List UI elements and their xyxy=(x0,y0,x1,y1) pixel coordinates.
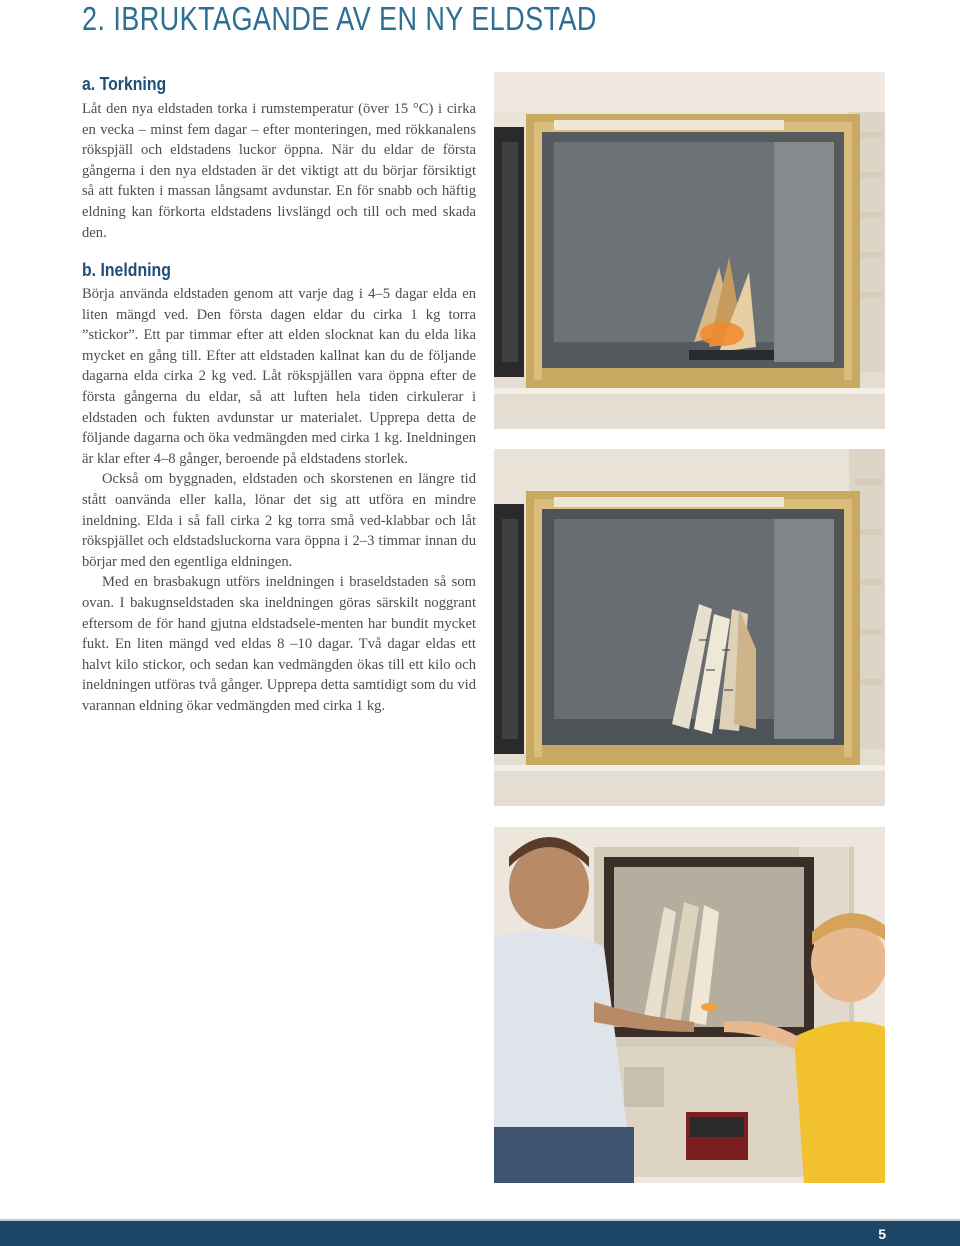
page-number: 5 xyxy=(878,1226,886,1242)
paragraph: Börja använda eldstaden genom att varje dag i 4–5 dagar elda en liten mängd ved. Den första dagen eldar du cirka 1 kg torra ”stickor”. Ett par timmar efter att elden slocknat kan du elda lika mycket en gång till. Efter att eldstaden kallnat kan du de följande dagarna elda cirka 2 kg ved. Låt rökspjällen vara öppna efter de första gångerna du eldar, så att luften hela tiden cirkulerar i eldstaden och fukten avdunstar ur materialet. Upprepa detta de följande dagarna och öka vedmängden med cirka 1 kg. Ineldningen är klar efter 4–8 gånger, beroende på eldstadens storlek. xyxy=(82,286,476,467)
people-lighting-fire-illustration xyxy=(494,827,885,1183)
fireplace-illustration xyxy=(494,449,885,806)
section-body-torkning xyxy=(82,99,476,243)
page-title: 2. IBRUKTAGANDE AV EN NY ELDSTAD xyxy=(82,0,597,37)
fireplace-illustration xyxy=(494,72,885,429)
section-heading-torkning: a. Torkning xyxy=(82,74,167,94)
fireplace-photo-small-fire xyxy=(494,72,885,429)
photo-lighting-fire xyxy=(494,827,885,1183)
section-body-ineldning xyxy=(82,284,476,716)
paragraph: Också om byggnaden, eldstaden och skorstenen en längre tid stått oanvända eller kalla, lönar det sig att utföra en mindre ineldning. Elda i så fall cirka 2 kg torra små ved-klabbar och låt rökspjället och eldstadsluckorna vara öppna i 2–3 timmar innan du börjar med den egentliga eldningen. xyxy=(82,471,476,570)
section-heading-ineldning: b. Ineldning xyxy=(82,260,171,280)
fireplace-photo-stacked-logs xyxy=(494,449,885,806)
footer-bar xyxy=(0,1221,960,1246)
paragraph: Med en brasbakugn utförs ineldningen i braseldstaden så som ovan. I bakugnseldstaden ska ineldningen göras särskilt noggrant eftersom de för hand gjutna eldstadsele-menten har bundit mycket fukt. En liten mängd ved eldas 8 –10 dagar. Två dagar eldas ett halvt kilo stickor, och sedan kan vedmängden ökas till ett kilo och ineldningen utföras två gånger. Upprepa detta samtidigt som du vid varannan eldning ökar vedmängden med cirka 1 kg. xyxy=(82,574,476,714)
paragraph: Låt den nya eldstaden torka i rumstemperatur (över 15 °C) i cirka en vecka – minst fem dagar – efter monteringen, med rökkanalens rökspjäll och eldstadens luckor öppna. När du eldar de första gångerna i den nya eldstaden är det viktigt att du börjar försiktigt så att fukten i massan långsamt avdunstar. En för snabb och häftig eldning kan förkorta eldstadens livslängd och till och med skada den. xyxy=(82,101,476,241)
